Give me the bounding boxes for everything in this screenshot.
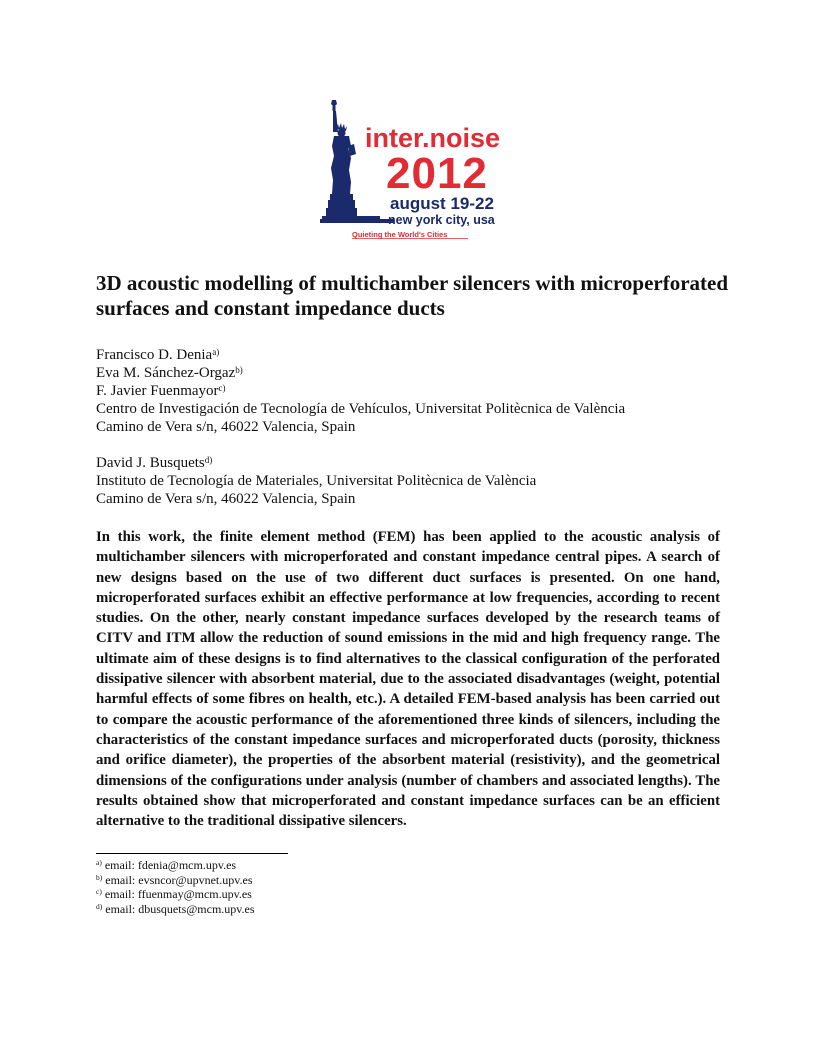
address-line: Camino de Vera s/n, 46022 Valencia, Spain [96, 419, 356, 435]
logo-location: new york city, usa [388, 213, 495, 227]
footnotes [96, 858, 496, 916]
paper-title: 3D acoustic modelling of multichamber silencers with microperforated surfaces and constant impedance ducts [96, 271, 729, 320]
address-line: Camino de Vera s/n, 46022 Valencia, Spain [96, 491, 356, 507]
footnote: $^{b)}$ email: evsncor@upvnet.upv.es [96, 872, 253, 887]
affiliation-line: Instituto de Tecnología de Materiales, Universitat Politècnica de València [96, 473, 537, 489]
footnote: $^{d)}$ email: dbusquets@mcm.upv.es [96, 901, 255, 916]
conference-logo [318, 98, 504, 240]
logo-line-1: inter.noise [365, 123, 501, 153]
affiliation-line: Centro de Investigación de Tecnología de Vehículos, Universitat Politècnica de València [96, 401, 626, 417]
author-group-2 [96, 454, 736, 508]
footnote: $^{c)}$ email: ffuenmay@mcm.upv.es [96, 887, 252, 901]
author-name: Eva M. Sánchez-Orgaz$^{b)}$ [96, 365, 243, 381]
statue-of-liberty-icon [320, 100, 394, 223]
author-name: David J. Busquets$^{d)}$ [96, 455, 213, 471]
author-footnote-mark: a) [212, 347, 220, 357]
author-group-1 [96, 346, 736, 436]
footnote: $^{a)}$ email: fdenia@mcm.upv.es [96, 858, 237, 872]
footnote-divider [96, 853, 288, 854]
abstract: In this work, the finite element method (FEM) has been applied to the acoustic analysis of multichamber silencers with microperforated and constant impedance central pipes. A search of new designs based on the use of two different duct surfaces is presented. On one hand, microperforated surfaces exhibit an effective performance at low frequencies, according to recent studies. On the other, nearly constant impedance surfaces developed by the research teams of CITV and ITM allow the reduction of sound emissions in the mid and high frequency range. The ultimate aim of these designs is to find alternatives to the classical configuration of the perforated dissipative silencer with absorbent material, due to the associated disadvantages (weight, potential harmful effects of some fibres on health, etc.). A detailed FEM-based analysis has been carried out to compare the acoustic performance of the aforementioned three kinds of silencers, including the characteristics of the constant impedance surfaces and microperforated ducts (porosity, thickness and orifice diameter), the properties of the absorbent material (resistivity), and the geometrical dimensions of the configurations under analysis (number of chambers and associated lengths). The results obtained show that microperforated and constant impedance surfaces can be an efficient alternative to the traditional dissipative silencers. [96, 529, 720, 830]
logo-year: 2012 [386, 149, 488, 198]
author-footnote-mark: c) [218, 383, 226, 393]
author-footnote-mark: d) [204, 455, 213, 465]
author-name: Francisco D. Denia$^{a)}$ [96, 347, 220, 363]
author-footnote-mark: b) [235, 365, 243, 375]
logo-tagline: Quieting the World's Cities [352, 230, 448, 239]
author-name: F. Javier Fuenmayor$^{c)}$ [96, 383, 226, 399]
logo-dates: august 19-22 [390, 194, 494, 213]
